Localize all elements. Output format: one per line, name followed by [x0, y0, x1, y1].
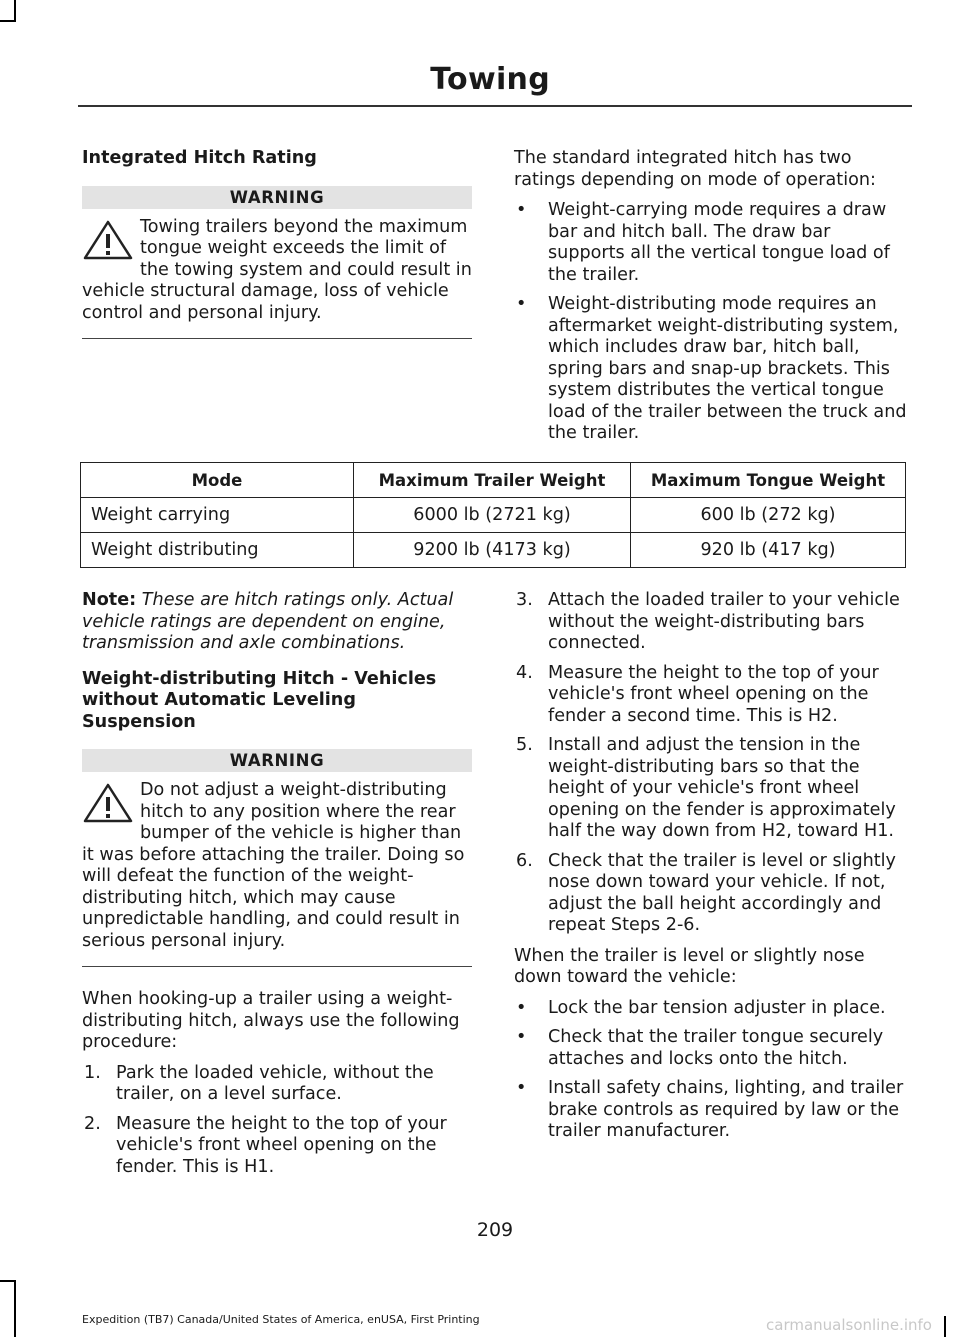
numbered-list — [514, 590, 908, 937]
list-item-text: Install safety chains, lighting, and trailer brake controls as required by law or the trailer manufacturer. — [548, 1078, 904, 1141]
crop-mark — [14, 0, 16, 22]
warning-label: WARNING — [82, 186, 472, 209]
list-item — [82, 1063, 474, 1106]
column-header: Maximum Trailer Weight — [354, 463, 631, 498]
list-item-text: Weight-distributing mode requires an aftermarket weight-distributing system, which includes draw bar, hitch ball, spring bars and snap-up brackets. This system distributes the vertical tongue load of the trailer between the truck and the trailer. — [548, 294, 907, 443]
warning-rule — [82, 966, 472, 967]
list-item-text: Install and adjust the tension in the weight-distributing bars so that the height of your vehicle's front wheel opening on the fender is approximately half the way down from H2, toward H1. — [548, 735, 896, 841]
step-number: 3. — [516, 590, 533, 610]
bullet-list — [514, 200, 908, 445]
watermark: carmanualsonline.info — [766, 1316, 932, 1334]
right-bottom-section — [514, 590, 908, 1143]
right-top-section — [514, 148, 908, 445]
column-header: Mode — [81, 463, 354, 498]
step-number: 5. — [516, 735, 533, 755]
warning-label: WARNING — [82, 749, 472, 772]
section-heading: Weight-distributing Hitch - Vehicles without Automatic Leveling Suspension — [82, 668, 437, 732]
list-item — [82, 1114, 474, 1179]
step-number: 1. — [84, 1062, 101, 1083]
warning-body — [82, 780, 472, 952]
table-cell: 6000 lb (2721 kg) — [354, 498, 631, 533]
crop-mark — [944, 1316, 946, 1337]
list-item — [514, 998, 908, 1020]
warning-box — [82, 186, 472, 340]
list-item-text: Park the loaded vehicle, without the trailer, on a level surface. — [116, 1062, 434, 1104]
numbered-list — [82, 1063, 474, 1179]
crop-mark — [14, 1280, 16, 1337]
step-number: 4. — [516, 662, 533, 683]
warning-text: Towing trailers beyond the maximum tongue weight exceeds the limit of the towing system and could result in vehicle structural damage, loss of vehicle control and personal injury. — [82, 216, 472, 323]
warning-triangle-icon — [82, 782, 134, 824]
list-item — [514, 1027, 908, 1070]
warning-triangle-icon — [82, 219, 134, 261]
bullet-marker: • — [516, 294, 527, 314]
table-cell: 9200 lb (4173 kg) — [354, 533, 631, 568]
table-cell: 920 lb (417 kg) — [631, 533, 906, 568]
list-item-text: Weight-carrying mode requires a draw bar and hitch ball. The draw bar supports all the vertical tongue load of the trailer. — [548, 200, 890, 285]
header-rule — [78, 105, 912, 107]
note-label: Note: — [82, 590, 137, 610]
list-item-text: Attach the loaded trailer to your vehicle without the weight-distributing bars connected. — [548, 590, 900, 653]
hitch-rating-table — [80, 462, 906, 568]
note-text: These are hitch ratings only. Actual vehicle ratings are dependent on engine, transmission and axle combinations. — [82, 590, 454, 653]
bullet-marker: • — [516, 1078, 527, 1098]
footer-text: Expedition (TB7) Canada/United States of America, enUSA, First Printing — [82, 1313, 480, 1326]
left-bottom-section — [82, 590, 474, 1178]
table-header-row — [81, 463, 906, 498]
warning-box — [82, 749, 472, 967]
crop-mark — [0, 20, 16, 22]
note — [82, 590, 474, 655]
step-number: 2. — [84, 1113, 101, 1134]
warning-body — [82, 217, 472, 325]
bullet-list — [514, 998, 908, 1143]
paragraph: When the trailer is level or slightly nose down toward the vehicle: — [514, 945, 865, 987]
list-item-text: Measure the height to the top of your vehicle's front wheel opening on the fender. This is H1. — [116, 1113, 447, 1177]
step-number: 6. — [516, 850, 533, 871]
table-row — [81, 498, 906, 533]
table-cell: Weight distributing — [81, 533, 354, 568]
warning-rule — [82, 338, 472, 339]
page-title: Towing — [430, 62, 550, 97]
table-cell: 600 lb (272 kg) — [631, 498, 906, 533]
list-item — [514, 1078, 908, 1143]
paragraph: When hooking-up a trailer using a weight-distributing hitch, always use the following procedure: — [82, 989, 460, 1052]
warning-text: Do not adjust a weight-distributing hitch to any position where the rear bumper of the vehicle is higher than it was before attaching the trailer. Doing so will defeat the function of the weight-distributing hitch, which may cause unpredictable handling, and could result in serious personal injury. — [82, 780, 465, 951]
paragraph: The standard integrated hitch has two ratings depending on mode of operation: — [514, 148, 876, 190]
table-cell: Weight carrying — [81, 498, 354, 533]
list-item — [514, 294, 908, 445]
list-item — [514, 663, 908, 728]
column-header: Maximum Tongue Weight — [631, 463, 906, 498]
page-number: 209 — [476, 1219, 514, 1241]
list-item — [514, 735, 908, 843]
list-item — [514, 851, 908, 937]
section-heading: Integrated Hitch Rating — [82, 148, 317, 168]
bullet-marker: • — [516, 1027, 527, 1047]
table-row — [81, 533, 906, 568]
list-item-text: Measure the height to the top of your vehicle's front wheel opening on the fender a second time. This is H2. — [548, 662, 879, 726]
bullet-marker: • — [516, 200, 527, 220]
list-item-text: Check that the trailer tongue securely attaches and locks onto the hitch. — [548, 1027, 884, 1069]
left-top-section — [82, 148, 474, 339]
list-item — [514, 590, 908, 655]
bullet-marker: • — [516, 997, 527, 1018]
list-item — [514, 200, 908, 286]
crop-mark — [0, 1280, 16, 1282]
list-item-text: Check that the trailer is level or slightly nose down toward your vehicle. If not, adjust the ball height accordingly and repeat Steps 2-6. — [548, 850, 896, 935]
list-item-text: Lock the bar tension adjuster in place. — [548, 997, 886, 1018]
